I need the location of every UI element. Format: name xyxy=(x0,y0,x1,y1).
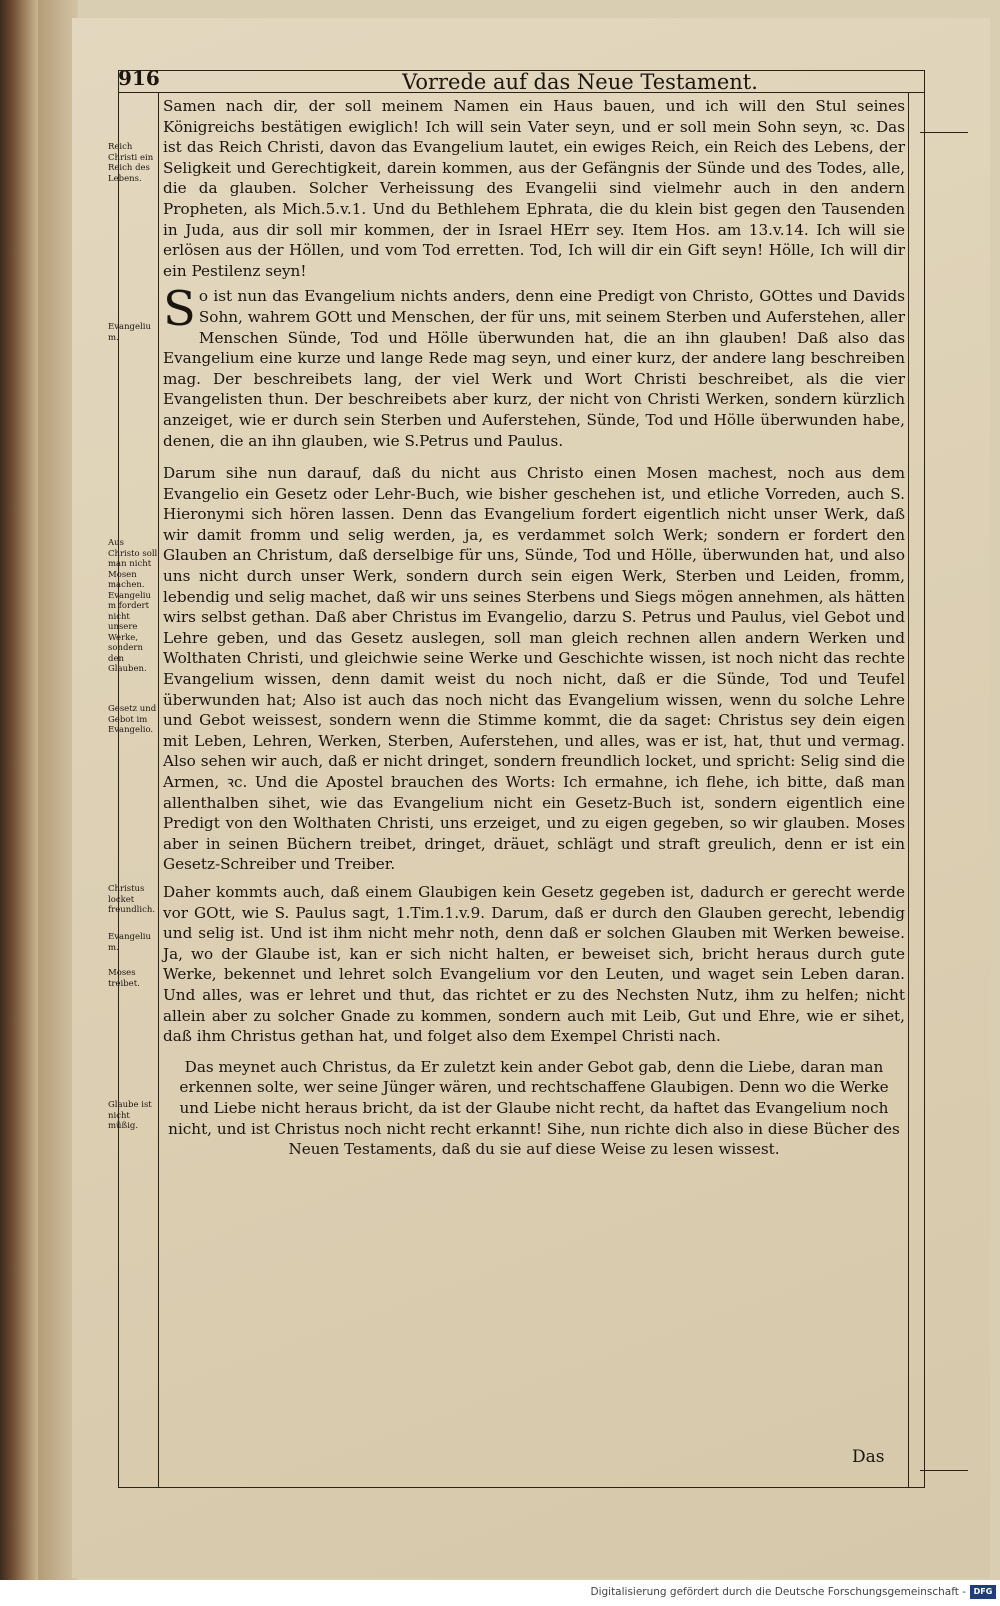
paragraph: Daher kommts auch, daß einem Glaubigen kein Gesetz gegeben ist, dadurch er gerecht werde vor GOtt, wie S. Paulus sagt, 1.Tim.1.v.9. Darum, daß er durch den Glauben gerecht, lebendig und selig ist. Und ist ihm nicht mehr noth, denn daß er solchen Glauben mit Werken beweise. Ja, wo der Glaube ist, kan er sich nicht halten, er beweiset sich, bricht heraus durch gute Werke, bekennet und lehret solch Evangelium vor den Leuten, und waget sein Leben daran. Und alles, was er lehret und thut, das richtet er zu des Nechsten Nutz, ihm zu helfen; nicht allein aber zu solcher Gnade zu kommen, sondern auch mit Leib, Gut und Ehre, wie er sihet, daß ihm Christus gethan hat, und folget also dem Exempel Christi nach. xyxy=(163,882,905,1046)
funding-credit: Digitalisierung gefördert durch die Deutsche Forschungsgemeinschaft - xyxy=(590,1586,966,1598)
main-text xyxy=(163,96,910,1160)
margin-note: Moses treibet. xyxy=(108,968,140,989)
outer-margin-rule-top xyxy=(920,132,968,133)
paragraph xyxy=(163,281,910,451)
paragraph-text: o ist nun das Evangelium nichts anders, denn eine Predigt von Christo, GOttes und Davids Sohn, wahrem GOtt und Menschen, der für uns, mit seinem Sterben und Auferstehen, aller Menschen Sünde, Tod und Hölle überwunden hat, die an ihn glauben! Daß also das Evangelium eine kurze und lange Rede mag seyn, und einer kurz, der andere lang beschreiben mag. Der beschreibets lang, der viel Werk und Wort Christi beschreibet, als die vier Evangelisten thun. Der beschreibets aber kurz, der nicht von Christi Werken, sondern kürzlich anzeiget, wie er durch sein Sterben und Auferstehen, Sünde, Tod und Hölle überwunden habe, denen, die an ihn glauben, wie S.Petrus und Paulus. xyxy=(163,287,910,450)
page-number: 916 xyxy=(118,66,160,90)
paragraph: Darum sihe nun darauf, daß du nicht aus Christo einen Mosen machest, noch aus dem Evangelio ein Gesetz oder Lehr-Buch, wie bisher geschehen ist, und etliche Vorreden, auch S. Hieronymi sich hören lassen. Denn das Evangelium fordert eigentlich nicht unser Werk, daß wir damit fromm und selig werden, ja, es verdammet solch Werk; sondern er fordert den Glauben an Christum, daß derselbige für uns, Sünde, Tod und Hölle, überwunden hat, und also uns nicht durch unser Werk, sondern durch sein eigen Werk, Sterben und Leiden, fromm, lebendig und selig machet, daß wir uns seines Sterbens und Siegs mögen annehmen, als hätten wirs selbst gethan. Daß aber Christus im Evangelio, darzu S. Petrus und Paulus, viel Gebot und Lehre geben, und das Gesetz auslegen, soll man gleich rechnen allen andern Werken und Wolthaten Christi, und gleichwie seine Werke und Geschichte wissen, ist noch nicht das rechte Evangelium wissen, denn damit weist du noch nicht, daß er die Sünde, Tod und Teufel überwunden hat; Also ist auch das noch nicht das Evangelium wissen, wenn du solche Lehre und Gebot weissest, sondern wenn die Stimme kommt, die da saget: Christus sey dein eigen mit Leben, Lehren, Werken, Sterben, Auferstehen, und alles, was er ist, hat, thut und vermag. Also sehen wir auch, daß er nicht dringet, sondern freundlich locket, und spricht: Selig sind die Armen, ꝛc. Und die Apostel brauchen des Worts: Ich ermahne, ich flehe, ich bitte, daß man allenthalben sihet, wie das Evangelium nicht ein Gesetz-Buch ist, sondern eigentlich eine Predigt von den Wolthaten Christi, uns erzeiget, und zu eigen gegeben, so wir glauben. Moses aber in seinen Büchern treibet, dringet, dräuet, schlägt und straft greulich, denn er ist ein Gesetz-Schreiber und Treiber. xyxy=(163,464,905,874)
margin-note: Glaube ist nicht müßig. xyxy=(108,1100,152,1131)
margin-note: Evangelium. xyxy=(108,932,151,953)
margin-note: Evangelium. xyxy=(108,322,151,343)
book-spine-shadow xyxy=(0,0,38,1580)
paragraph: Das meynet auch Christus, da Er zuletzt kein ander Gebot gab, denn die Liebe, daran man erkennen solte, wer seine Jünger wären, und rechtschaffene Glaubigen. Denn wo die Werke und Liebe nicht heraus bricht, da ist der Glaube nicht recht, da haftet das Evangelium noch nicht, und ist Christus noch nicht recht erkannt! Sihe, nun richte dich also in diese Bücher des Neuen Testaments, daß du sie auf diese Weise zu lesen wissest. xyxy=(168,1057,905,1159)
footer-bar xyxy=(0,1580,1000,1606)
dfg-logo: DFG xyxy=(970,1585,996,1599)
catchword: Das xyxy=(852,1447,885,1467)
margin-rule-left xyxy=(158,92,159,1488)
margin-note: Gesetz und Gebot im Evangelio. xyxy=(108,704,157,735)
margin-note: Aus Christo soll man nicht Mosen machen. Evangelium fordert nicht unsere Werke, sondern den Glauben. xyxy=(108,538,158,674)
drop-cap-initial: S xyxy=(163,281,196,338)
margin-note: Reich Christi ein Reich des Lebens. xyxy=(108,142,154,184)
outer-margin-rule-bottom xyxy=(920,1470,968,1471)
paragraph: Samen nach dir, der soll meinem Namen ein Haus bauen, und ich will den Stul seines Königreichs bestätigen ewiglich! Ich will sein Vater seyn, und er soll mein Sohn seyn, ꝛc. Das ist das Reich Christi, davon das Evangelium lautet, ein ewiges Reich, ein Reich des Lebens, der Seligkeit und Gerechtigkeit, darein kommen, aus der Gefängnis der Sünde und des Todes, alle, die da glauben. Solcher Verheissung des Evangelii sind vielmehr auch in den andern Propheten, als Mich.5.v.1. Und du Bethlehem Ephrata, die du klein bist gegen den Tausenden in Juda, aus dir soll mir kommen, der in Israel HErr sey. Item Hos. am 13.v.14. Ich will sie erlösen aus der Höllen, und vom Tod erretten. Tod, Ich will dir ein Gift seyn! Hölle, Ich will dir ein Pestilenz seyn! xyxy=(163,97,905,280)
margin-note: Christus locket freundlich. xyxy=(108,884,156,915)
running-head: Vorrede auf das Neue Testament. xyxy=(402,70,758,94)
